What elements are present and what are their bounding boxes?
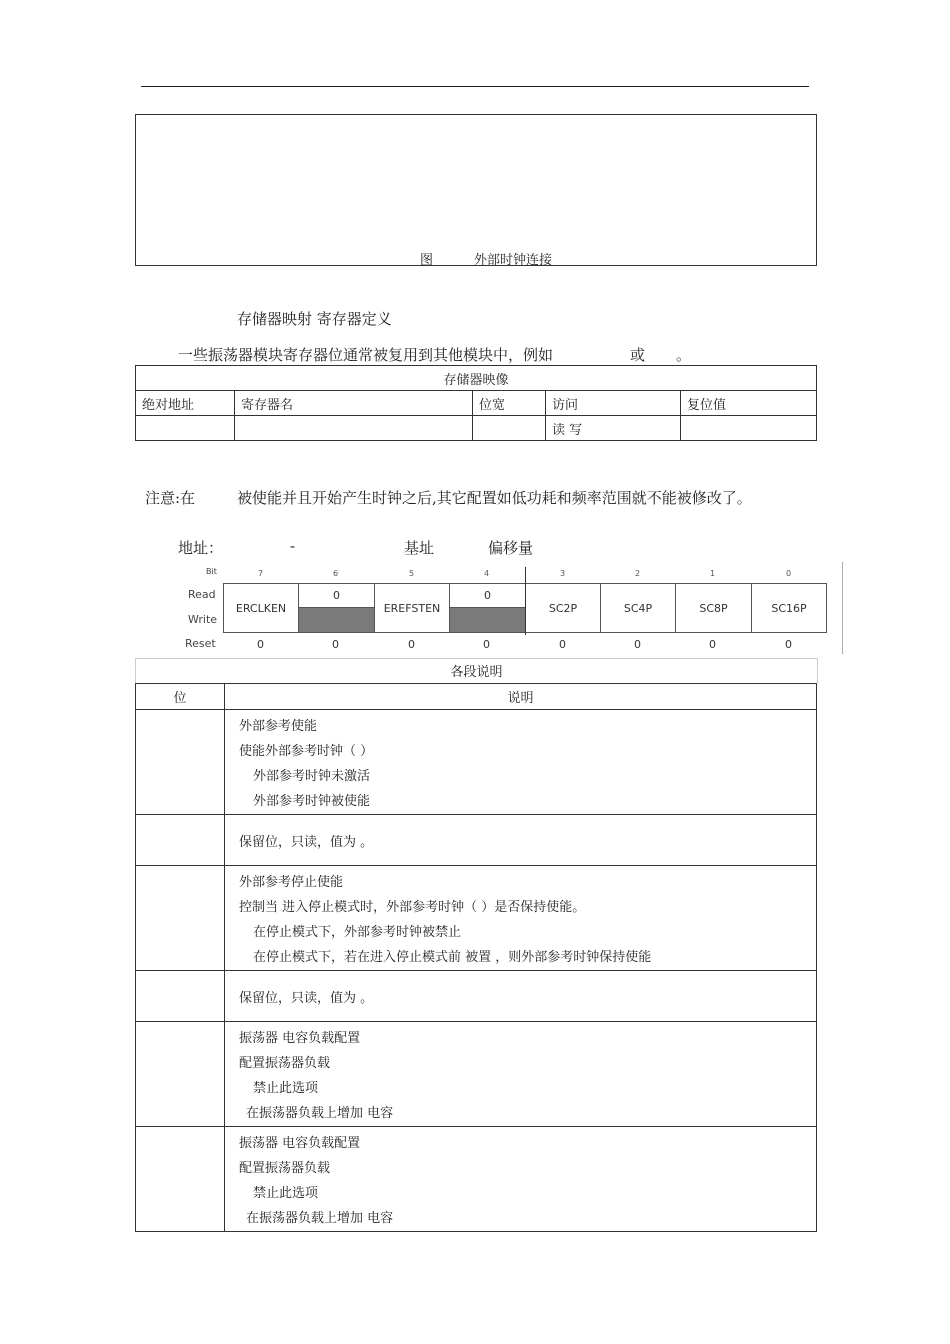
- register-diagram: [178, 562, 844, 654]
- field-reserved-4: 0: [449, 583, 526, 608]
- desc-line: 外部参考使能: [239, 719, 318, 734]
- desc-line: 配置振荡器负载: [239, 1056, 331, 1071]
- desc-line: 禁止此选项: [253, 1186, 319, 1201]
- figure-frame: [135, 114, 817, 266]
- description-cell: [225, 1127, 817, 1232]
- desc-line: 保留位，只读，值为 。: [239, 834, 374, 850]
- table-row: [136, 1022, 817, 1127]
- field-sc2p: SC2P: [525, 583, 601, 633]
- table-cell: [235, 416, 473, 441]
- reset-value: 0: [634, 638, 641, 651]
- field-reserved-4-write: [449, 607, 526, 633]
- table-row: [136, 866, 817, 971]
- description-cell: [225, 1022, 817, 1127]
- bit-number: 1: [709, 569, 716, 578]
- bit-cell: [136, 1022, 225, 1127]
- desc-line: 使能外部参考时钟（ ）: [239, 744, 374, 759]
- field-sc16p: SC16P: [751, 583, 827, 633]
- desc-line: 保留位，只读，值为 。: [239, 990, 374, 1006]
- field-description-table: [135, 683, 817, 1232]
- reset-value: 0: [785, 638, 792, 651]
- bit-number: 3: [559, 569, 566, 578]
- desc-table-title: 各段说明: [135, 658, 818, 683]
- address-dash: -: [290, 537, 296, 555]
- page-header-rule: [141, 86, 809, 87]
- header-cell: 说明: [225, 684, 817, 710]
- reset-value: 0: [257, 638, 264, 651]
- field-sc8p: SC8P: [675, 583, 752, 633]
- header-cell: 访问: [546, 391, 681, 416]
- description-cell: [225, 815, 817, 866]
- desc-line: 配置振荡器负载: [239, 1161, 331, 1176]
- write-label: Write: [188, 613, 218, 626]
- desc-line: 在振荡器负载上增加 电容: [246, 1106, 394, 1121]
- description-cell: [225, 710, 817, 815]
- desc-line: 禁止此选项: [253, 1081, 319, 1096]
- desc-line: 在停止模式下，若在进入停止模式前 被置 ，则外部参考时钟保持使能: [253, 950, 652, 965]
- table-row: [136, 815, 817, 866]
- header-cell: 复位值: [681, 391, 817, 416]
- reset-value: 0: [709, 638, 716, 651]
- desc-line: 控制当 进入停止模式时，外部参考时钟（ ）是否保持使能。: [239, 900, 586, 915]
- bit-number: 5: [408, 569, 415, 578]
- read-label: Read: [188, 588, 216, 601]
- bit-cell: [136, 815, 225, 866]
- bit-cell: [136, 1127, 225, 1232]
- bit-cell: [136, 866, 225, 971]
- note-prefix: 注意:在: [145, 489, 196, 507]
- reset-value: 0: [408, 638, 415, 651]
- bit-number: 7: [257, 569, 264, 578]
- header-cell: 位: [136, 684, 225, 710]
- table-cell: 读 写: [546, 416, 681, 441]
- bit-number: 2: [634, 569, 641, 578]
- nibble-divider: [525, 567, 526, 635]
- field-reserved-6-write: [298, 607, 375, 633]
- figure-label: 图: [420, 253, 434, 268]
- header-cell: 寄存器名: [235, 391, 473, 416]
- note-text: 被使能并且开始产生时钟之后,其它配置如低功耗和频率范围就不能被修改了。: [237, 489, 752, 507]
- table-row: [136, 416, 817, 441]
- header-cell: 绝对地址: [136, 391, 235, 416]
- bit-cell: [136, 710, 225, 815]
- field-reserved-6: 0: [298, 583, 375, 608]
- address-base: 基址: [404, 539, 435, 557]
- description-cell: [225, 971, 817, 1022]
- table-cell: [473, 416, 546, 441]
- intro-text: 一些振荡器模块寄存器位通常被复用到其他模块中，例如: [178, 346, 554, 364]
- reset-value: 0: [483, 638, 490, 651]
- bit-cell: [136, 971, 225, 1022]
- memory-map-table: [135, 365, 817, 441]
- diagram-edge: [842, 562, 843, 654]
- desc-line: 振荡器 电容负载配置: [239, 1031, 361, 1046]
- reset-value: 0: [332, 638, 339, 651]
- desc-line: 在停止模式下，外部参考时钟被禁止: [253, 925, 462, 940]
- desc-line: 外部参考时钟被使能: [253, 794, 371, 809]
- desc-line: 外部参考时钟未激活: [253, 769, 371, 784]
- bit-number: 6: [332, 569, 339, 578]
- figure-caption-text: 外部时钟连接: [474, 253, 553, 268]
- field-erclken: ERCLKEN: [223, 583, 299, 633]
- table-row: [136, 1127, 817, 1232]
- table-cell: [681, 416, 817, 441]
- section-title: 存储器映射 寄存器定义: [237, 310, 392, 328]
- field-sc4p: SC4P: [600, 583, 676, 633]
- table-row: [136, 710, 817, 815]
- table-cell: [136, 416, 235, 441]
- table-row: [136, 971, 817, 1022]
- description-cell: [225, 866, 817, 971]
- address-label: 地址：: [178, 539, 224, 557]
- header-cell: 位宽: [473, 391, 546, 416]
- table-row: [136, 391, 817, 416]
- memory-map-title: 存储器映像: [136, 366, 817, 391]
- intro-or: 或: [630, 346, 646, 364]
- desc-line: 振荡器 电容负载配置: [239, 1136, 361, 1151]
- reset-label: Reset: [185, 637, 216, 650]
- address-offset: 偏移量: [488, 539, 534, 557]
- desc-line: 在振荡器负载上增加 电容: [246, 1211, 394, 1226]
- table-row: [136, 684, 817, 710]
- bit-number: 4: [483, 569, 490, 578]
- desc-line: 外部参考停止使能: [239, 875, 344, 890]
- field-erefsten: EREFSTEN: [374, 583, 450, 633]
- bit-label: Bit: [206, 567, 217, 576]
- intro-period: 。: [676, 346, 692, 364]
- bit-number: 0: [785, 569, 792, 578]
- reset-value: 0: [559, 638, 566, 651]
